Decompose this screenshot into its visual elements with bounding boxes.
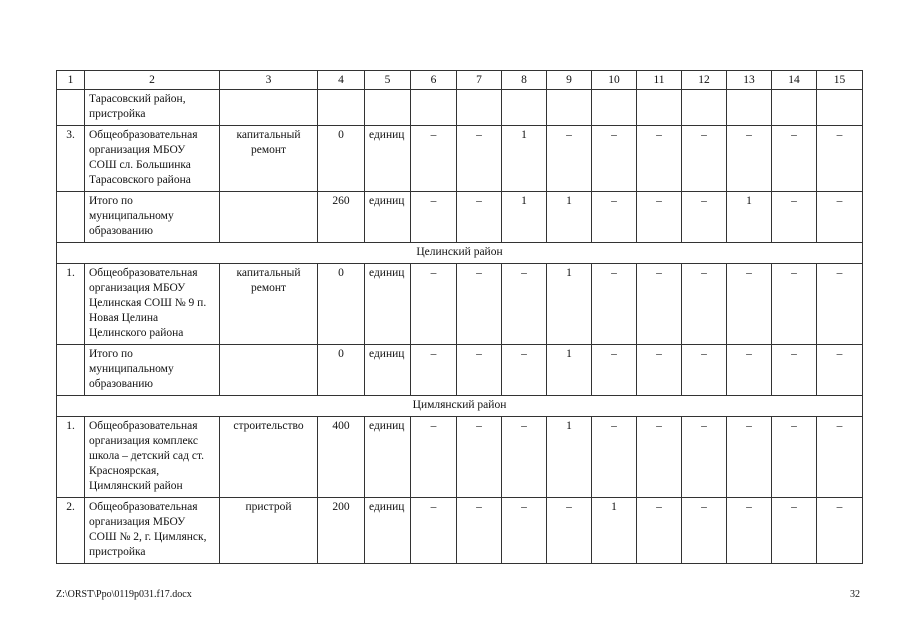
year-value-cell: – xyxy=(502,498,547,564)
row-number: 1. xyxy=(57,417,85,498)
table-row xyxy=(57,90,863,126)
year-value-cell xyxy=(772,90,817,126)
unit-cell: единиц xyxy=(365,498,411,564)
year-value-cell xyxy=(457,90,502,126)
unit-cell: единиц xyxy=(365,264,411,345)
capacity-value: 200 xyxy=(318,498,365,564)
header-cell: 8 xyxy=(502,71,547,90)
work-type xyxy=(220,192,318,243)
year-value-cell: – xyxy=(817,498,863,564)
year-value-cell: – xyxy=(727,498,772,564)
year-value-cell: 1 xyxy=(502,126,547,192)
data-table xyxy=(56,70,863,564)
year-value-cell: – xyxy=(772,498,817,564)
header-cell: 2 xyxy=(85,71,220,90)
header-cell: 15 xyxy=(817,71,863,90)
object-name: Тарасовский район, пристройка xyxy=(85,90,220,126)
year-value-cell: – xyxy=(727,417,772,498)
year-value-cell: – xyxy=(772,126,817,192)
footer-page-number: 32 xyxy=(850,589,860,600)
capacity-value: 0 xyxy=(318,264,365,345)
year-value-cell xyxy=(817,90,863,126)
row-number xyxy=(57,90,85,126)
work-type xyxy=(220,90,318,126)
header-cell: 13 xyxy=(727,71,772,90)
header-cell: 10 xyxy=(592,71,637,90)
capacity-value: 400 xyxy=(318,417,365,498)
year-value-cell xyxy=(592,90,637,126)
year-value-cell: – xyxy=(682,417,727,498)
year-value-cell: – xyxy=(457,417,502,498)
year-value-cell: – xyxy=(772,264,817,345)
year-value-cell: – xyxy=(457,498,502,564)
section-title: Цимлянский район xyxy=(57,396,863,417)
year-value-cell: – xyxy=(592,126,637,192)
header-row xyxy=(57,71,863,90)
table-row xyxy=(57,498,863,564)
year-value-cell: – xyxy=(502,345,547,396)
year-value-cell: – xyxy=(682,126,727,192)
year-value-cell: 1 xyxy=(547,192,592,243)
year-value-cell: – xyxy=(772,345,817,396)
year-value-cell: – xyxy=(547,126,592,192)
object-name: Общеобразовательная организация МБОУ СОШ № 2, г. Цимлянск, пристройка xyxy=(85,498,220,564)
year-value-cell: – xyxy=(817,126,863,192)
work-type: пристрой xyxy=(220,498,318,564)
year-value-cell: – xyxy=(502,264,547,345)
row-number: 3. xyxy=(57,126,85,192)
table-row xyxy=(57,192,863,243)
year-value-cell: – xyxy=(547,498,592,564)
row-number xyxy=(57,192,85,243)
year-value-cell xyxy=(727,90,772,126)
unit-cell: единиц xyxy=(365,192,411,243)
year-value-cell xyxy=(411,90,457,126)
work-type: капитальный ремонт xyxy=(220,126,318,192)
header-cell: 7 xyxy=(457,71,502,90)
section-title: Целинский район xyxy=(57,243,863,264)
header-cell: 14 xyxy=(772,71,817,90)
year-value-cell: – xyxy=(727,126,772,192)
year-value-cell: – xyxy=(817,345,863,396)
object-name: Общеобразовательная организация МБОУ Целинская СОШ № 9 п. Новая Целина Целинского района xyxy=(85,264,220,345)
year-value-cell: – xyxy=(682,345,727,396)
year-value-cell xyxy=(637,90,682,126)
year-value-cell: – xyxy=(637,192,682,243)
year-value-cell: – xyxy=(457,192,502,243)
capacity-value: 0 xyxy=(318,126,365,192)
unit-cell xyxy=(365,90,411,126)
section-row xyxy=(57,243,863,264)
header-cell: 9 xyxy=(547,71,592,90)
year-value-cell: – xyxy=(592,345,637,396)
year-value-cell: – xyxy=(592,417,637,498)
header-cell: 4 xyxy=(318,71,365,90)
year-value-cell: – xyxy=(457,345,502,396)
year-value-cell: – xyxy=(411,264,457,345)
year-value-cell: – xyxy=(411,126,457,192)
year-value-cell: – xyxy=(411,192,457,243)
header-cell: 5 xyxy=(365,71,411,90)
year-value-cell: – xyxy=(727,345,772,396)
object-name: Общеобразовательная организация МБОУ СОШ сл. Большинка Тарасовского района xyxy=(85,126,220,192)
year-value-cell: – xyxy=(727,264,772,345)
year-value-cell: – xyxy=(637,417,682,498)
table-row xyxy=(57,264,863,345)
row-number: 1. xyxy=(57,264,85,345)
year-value-cell: – xyxy=(682,264,727,345)
unit-cell: единиц xyxy=(365,345,411,396)
row-number xyxy=(57,345,85,396)
year-value-cell: – xyxy=(682,498,727,564)
year-value-cell: – xyxy=(411,498,457,564)
year-value-cell xyxy=(682,90,727,126)
object-name: Общеобразовательная организация комплекс школа – детский сад ст. Красноярская, Цимлянский район xyxy=(85,417,220,498)
capacity-value: 0 xyxy=(318,345,365,396)
header-cell: 11 xyxy=(637,71,682,90)
year-value-cell: 1 xyxy=(727,192,772,243)
object-name: Итого по муниципальному образованию xyxy=(85,345,220,396)
table-row xyxy=(57,126,863,192)
row-number: 2. xyxy=(57,498,85,564)
work-type: строительство xyxy=(220,417,318,498)
year-value-cell xyxy=(502,90,547,126)
year-value-cell: – xyxy=(772,417,817,498)
table-row xyxy=(57,345,863,396)
capacity-value: 260 xyxy=(318,192,365,243)
unit-cell: единиц xyxy=(365,417,411,498)
section-row xyxy=(57,396,863,417)
year-value-cell: – xyxy=(817,192,863,243)
object-name: Итого по муниципальному образованию xyxy=(85,192,220,243)
year-value-cell: – xyxy=(637,345,682,396)
year-value-cell: 1 xyxy=(547,345,592,396)
year-value-cell xyxy=(547,90,592,126)
year-value-cell: – xyxy=(637,264,682,345)
header-cell: 1 xyxy=(57,71,85,90)
year-value-cell: – xyxy=(411,417,457,498)
work-type: капитальный ремонт xyxy=(220,264,318,345)
year-value-cell: – xyxy=(637,126,682,192)
year-value-cell: – xyxy=(411,345,457,396)
year-value-cell: – xyxy=(817,417,863,498)
year-value-cell: – xyxy=(592,192,637,243)
unit-cell: единиц xyxy=(365,126,411,192)
header-cell: 3 xyxy=(220,71,318,90)
header-cell: 12 xyxy=(682,71,727,90)
year-value-cell: 1 xyxy=(547,264,592,345)
year-value-cell: – xyxy=(502,417,547,498)
year-value-cell: – xyxy=(637,498,682,564)
year-value-cell: – xyxy=(817,264,863,345)
footer-file-path: Z:\ORST\Ppo\0119p031.f17.docx xyxy=(56,589,192,600)
year-value-cell: – xyxy=(457,126,502,192)
work-type xyxy=(220,345,318,396)
year-value-cell: 1 xyxy=(592,498,637,564)
header-cell: 6 xyxy=(411,71,457,90)
year-value-cell: 1 xyxy=(502,192,547,243)
year-value-cell: 1 xyxy=(547,417,592,498)
year-value-cell: – xyxy=(592,264,637,345)
year-value-cell: – xyxy=(772,192,817,243)
table-row xyxy=(57,417,863,498)
capacity-value xyxy=(318,90,365,126)
year-value-cell: – xyxy=(682,192,727,243)
year-value-cell: – xyxy=(457,264,502,345)
